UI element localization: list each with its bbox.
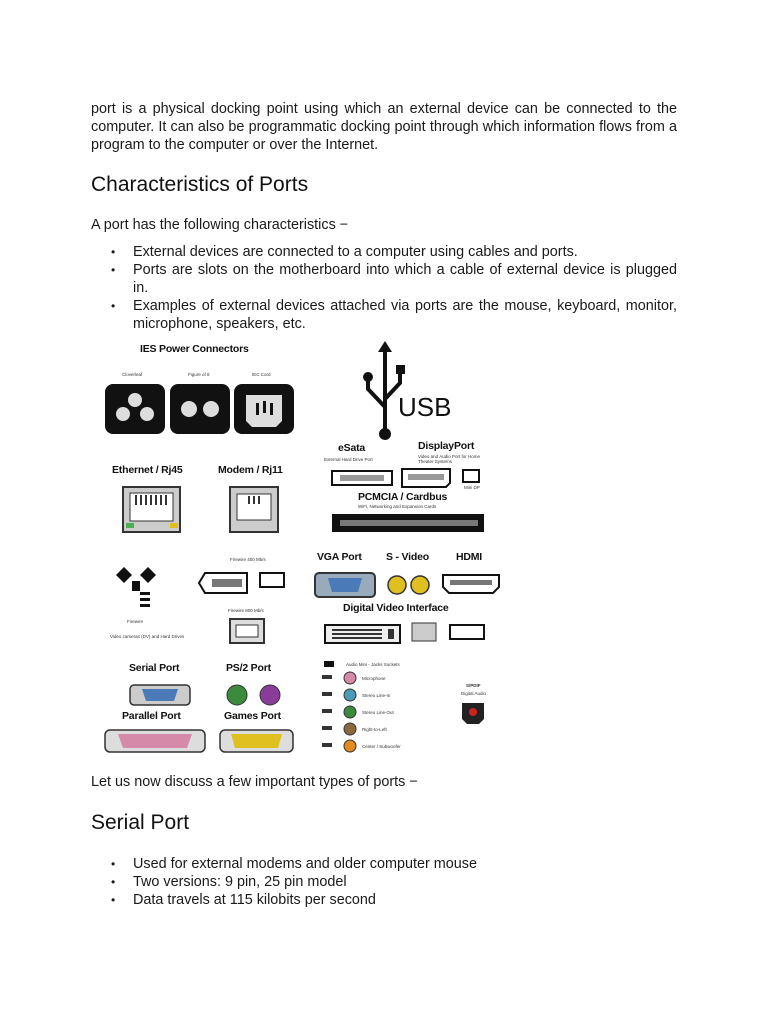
label-cloverleaf: Cloverleaf [122, 372, 143, 377]
label-pcmcia: PCMCIA / Cardbus [358, 491, 448, 503]
esata-port-icon [332, 471, 392, 485]
list-item: • Ports are slots on the motherboard into which a cable of external device is plugged in. [91, 261, 677, 297]
label-ps2: PS/2 Port [226, 662, 271, 674]
intro-paragraph: port is a physical docking point using which an external device can be connected to the computer. It can also be programmatic docking point through which information flows from a program to the computer or over the Internet. [91, 101, 677, 153]
iec-connector-icon [234, 384, 294, 434]
firewire-400-port-icon [199, 573, 284, 593]
label-audio-header: Audio Mini - Jacks Sockets [346, 662, 400, 667]
usb-symbol-icon [363, 341, 405, 440]
characteristics-list [91, 243, 677, 333]
label-spdif-sub: Digital Audio [461, 691, 487, 696]
transition-text: Let us now discuss a few important types of ports − [91, 774, 418, 790]
svideo-port-icon [388, 576, 429, 594]
label-modem: Modem / Rj11 [218, 464, 283, 476]
games-port-icon [220, 730, 293, 752]
modem-port-icon [230, 487, 278, 532]
label-esata: eSata [338, 442, 366, 454]
label-games: Games Port [224, 710, 281, 722]
ethernet-port-icon [123, 487, 180, 532]
label-iec-cord: IEC Cord [252, 372, 271, 377]
dvi-port-icon [325, 623, 484, 643]
firewire-800-port-icon [230, 619, 264, 643]
label-ethernet: Ethernet / Rj45 [112, 464, 183, 476]
ps2-mouse-port-icon [227, 685, 247, 705]
label-displayport-sub: Video and Audio Port for Home Theater Systems [418, 454, 480, 464]
label-dvi: Digital Video Interface [343, 602, 449, 614]
label-svideo: S - Video [386, 551, 429, 563]
spdif-port-icon [462, 703, 484, 724]
list-item: • Examples of external devices attached via ports are the mouse, keyboard, monitor, microphone, speakers, etc. [91, 297, 677, 333]
label-vga: VGA Port [317, 551, 362, 563]
list-item: • External devices are connected to a computer using cables and ports. [91, 243, 677, 261]
label-esata-sub: External Hard Drive Port [324, 457, 373, 462]
audio-jacks-icon [322, 661, 356, 752]
firewire-symbol-icon [116, 567, 156, 607]
label-usb: USB [398, 392, 452, 422]
ps2-keyboard-port-icon [260, 685, 280, 705]
list-item: • Two versions: 9 pin, 25 pin model [91, 873, 677, 891]
label-pcmcia-sub: WiFi, Networking and Expansion Cards [358, 504, 437, 509]
heading-serial-port: Serial Port [91, 811, 190, 834]
label-displayport: DisplayPort [418, 440, 475, 452]
label-audio-linein: Stereo Line-In [362, 693, 391, 698]
label-audio-rl: Right-to-Left [362, 727, 387, 732]
characteristics-lead: A port has the following characteristics − [91, 217, 349, 233]
list-item: • Used for external modems and older computer mouse [91, 855, 677, 873]
label-mini-dp: Mini DP [464, 485, 480, 490]
serial-port-icon [130, 685, 190, 705]
label-spdif: S/PDIF [466, 683, 481, 688]
serial-port-list [91, 855, 677, 909]
parallel-port-icon [105, 730, 205, 752]
label-power-connectors: IES Power Connectors [140, 343, 249, 355]
displayport-icon [402, 469, 450, 487]
list-item: • Data travels at 115 kilobits per second [91, 891, 677, 909]
mini-displayport-icon [463, 470, 479, 482]
label-parallel: Parallel Port [122, 710, 181, 722]
label-firewire-800: Firewire 800 Mb/s [228, 608, 264, 613]
label-firewire: Firewire [127, 619, 144, 624]
heading-characteristics: Characteristics of Ports [91, 173, 309, 196]
label-serial: Serial Port [129, 662, 180, 674]
label-hdmi: HDMI [456, 551, 483, 563]
label-audio-center: Center / Subwoofer [362, 744, 401, 749]
hdmi-port-icon [443, 575, 499, 593]
label-figure-8: Figure of 8 [188, 372, 210, 377]
label-firewire-400: Firewire 400 Mb/s [230, 557, 266, 562]
figure-8-connector-icon [170, 384, 230, 434]
pcmcia-slot-icon [332, 514, 484, 532]
cloverleaf-connector-icon [105, 384, 165, 434]
label-audio-lineout: Stereo Line-Out [362, 710, 394, 715]
label-firewire-sub: Video cameras (DV) and Hard Drives [110, 634, 185, 639]
ports-figure [100, 337, 510, 762]
label-audio-mic: Microphone [362, 676, 386, 681]
vga-port-icon [315, 573, 375, 597]
